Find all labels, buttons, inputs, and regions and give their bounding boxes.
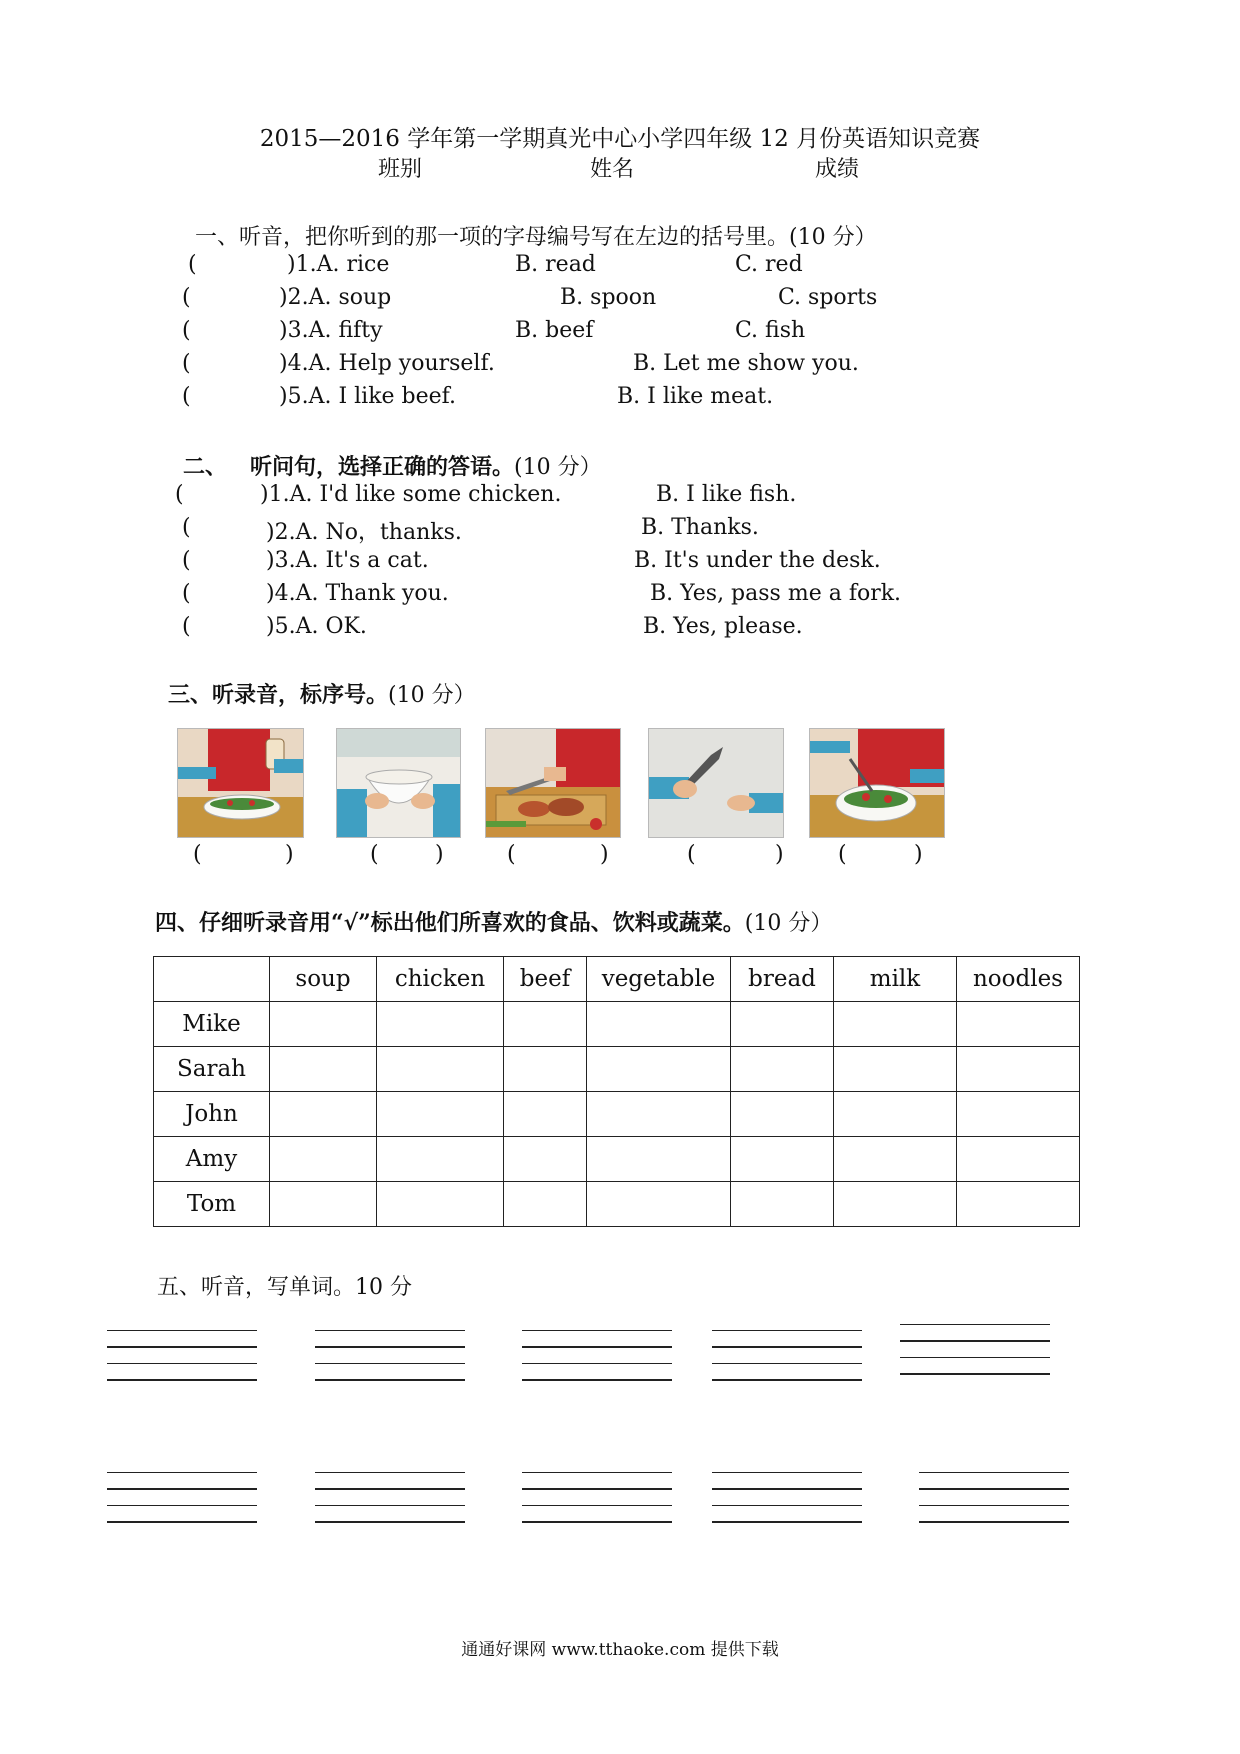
option-b: B. beef xyxy=(515,318,594,343)
check-cell[interactable] xyxy=(731,1092,834,1137)
answer-paren[interactable]: ( xyxy=(188,252,197,277)
section4-points: (10 分） xyxy=(744,911,833,936)
table-header-cell: bread xyxy=(731,957,834,1002)
table-row xyxy=(154,1047,1080,1092)
row-name: Sarah xyxy=(154,1047,270,1092)
table-row xyxy=(154,1002,1080,1047)
check-cell[interactable] xyxy=(587,1092,731,1137)
writing-lines[interactable] xyxy=(712,1330,862,1396)
option-b: B. Yes, please. xyxy=(643,614,803,639)
salad-fork-image xyxy=(809,728,945,838)
salad-dressing-image xyxy=(177,728,304,838)
table-header-cell: vegetable xyxy=(587,957,731,1002)
section2-number: 二、 xyxy=(183,454,228,480)
check-cell[interactable] xyxy=(270,1182,377,1227)
option-a: )1.A. I'd like some chicken. xyxy=(260,482,562,507)
answer-paren[interactable]: ( xyxy=(175,482,184,507)
answer-paren[interactable]: ( xyxy=(182,318,191,343)
answer-bracket-close: ) xyxy=(775,842,784,867)
section5-heading: 五、听音，写单词。10 分 xyxy=(157,1275,412,1300)
writing-lines[interactable] xyxy=(522,1330,672,1396)
check-cell[interactable] xyxy=(587,1047,731,1092)
check-cell[interactable] xyxy=(834,1092,957,1137)
check-cell[interactable] xyxy=(270,1137,377,1182)
table-header-cell: soup xyxy=(270,957,377,1002)
answer-bracket-open[interactable]: ( xyxy=(838,842,847,867)
answer-paren[interactable]: ( xyxy=(182,581,191,606)
option-b: B. I like fish. xyxy=(656,482,797,507)
option-b: B. Let me show you. xyxy=(633,351,859,376)
writing-lines[interactable] xyxy=(107,1472,257,1538)
table-row xyxy=(154,1182,1080,1227)
table-header-cell: noodles xyxy=(957,957,1080,1002)
check-cell[interactable] xyxy=(377,1137,504,1182)
check-cell[interactable] xyxy=(731,1137,834,1182)
check-cell[interactable] xyxy=(834,1002,957,1047)
check-cell[interactable] xyxy=(731,1047,834,1092)
row-name: John xyxy=(154,1092,270,1137)
answer-paren[interactable]: ( xyxy=(182,548,191,573)
check-cell[interactable] xyxy=(957,1092,1080,1137)
option-b: B. It's under the desk. xyxy=(634,548,881,573)
option-b: B. read xyxy=(515,252,596,277)
check-cell[interactable] xyxy=(504,1002,587,1047)
page-title: 2015—2016 学年第一学期真光中心小学四年级 12 月份英语知识竞赛 xyxy=(259,126,981,152)
option-a: )5.A. OK. xyxy=(266,614,367,639)
option-b: B. spoon xyxy=(560,285,657,310)
answer-paren[interactable]: ( xyxy=(182,515,191,540)
answer-bracket-close: ) xyxy=(435,842,444,867)
check-cell[interactable] xyxy=(504,1092,587,1137)
check-cell[interactable] xyxy=(731,1002,834,1047)
answer-paren[interactable]: ( xyxy=(182,614,191,639)
check-cell[interactable] xyxy=(834,1047,957,1092)
section3-heading-text: 三、听录音，标序号。 xyxy=(168,682,389,708)
section3-points: (10 分） xyxy=(388,683,476,708)
check-cell[interactable] xyxy=(377,1092,504,1137)
answer-bracket-close: ) xyxy=(600,842,609,867)
name-label: 姓名 xyxy=(590,157,635,182)
check-cell[interactable] xyxy=(587,1182,731,1227)
check-cell[interactable] xyxy=(957,1137,1080,1182)
writing-lines[interactable] xyxy=(919,1472,1069,1538)
check-cell[interactable] xyxy=(834,1137,957,1182)
answer-bracket-open[interactable]: ( xyxy=(687,842,696,867)
passing-knife-image xyxy=(648,728,784,838)
writing-lines[interactable] xyxy=(712,1472,862,1538)
section1-heading: 一、听音，把你听到的那一项的字母编号写在左边的括号里。(10 分） xyxy=(195,225,877,250)
check-cell[interactable] xyxy=(957,1047,1080,1092)
option-c: C. sports xyxy=(778,285,878,310)
writing-lines[interactable] xyxy=(315,1330,465,1396)
section4-heading xyxy=(155,906,832,937)
answer-bracket-open[interactable]: ( xyxy=(507,842,516,867)
table-row xyxy=(154,1092,1080,1137)
option-a: )2.A. soup xyxy=(279,285,392,310)
class-label: 班别 xyxy=(378,157,423,182)
check-cell[interactable] xyxy=(731,1182,834,1227)
check-cell[interactable] xyxy=(504,1047,587,1092)
check-cell[interactable] xyxy=(270,1047,377,1092)
row-name: Amy xyxy=(154,1137,270,1182)
table-header-cell xyxy=(154,957,270,1002)
answer-bracket-open[interactable]: ( xyxy=(370,842,379,867)
section2-heading xyxy=(250,450,602,481)
option-b: B. I like meat. xyxy=(617,384,774,409)
score-label: 成绩 xyxy=(815,157,860,182)
option-a: )5.A. I like beef. xyxy=(279,384,457,409)
check-cell[interactable] xyxy=(377,1047,504,1092)
check-cell[interactable] xyxy=(377,1182,504,1227)
section2-points: (10 分） xyxy=(514,455,602,480)
food-preference-table xyxy=(153,956,1080,1227)
option-c: C. fish xyxy=(735,318,806,343)
row-name: Tom xyxy=(154,1182,270,1227)
cutting-meat-image xyxy=(485,728,621,838)
footer-text: 通通好课网 www.tthaoke.com 提供下载 xyxy=(461,1640,779,1660)
answer-paren[interactable]: ( xyxy=(182,384,191,409)
option-b: B. Yes, pass me a fork. xyxy=(650,581,902,606)
option-b: B. Thanks. xyxy=(641,515,759,540)
section3-heading xyxy=(168,678,476,709)
option-c: C. red xyxy=(735,252,803,277)
table-row xyxy=(154,1137,1080,1182)
writing-lines[interactable] xyxy=(522,1472,672,1538)
answer-bracket-close: ) xyxy=(914,842,923,867)
row-name: Mike xyxy=(154,1002,270,1047)
check-cell[interactable] xyxy=(587,1002,731,1047)
answer-paren[interactable]: ( xyxy=(182,285,191,310)
answer-paren[interactable]: ( xyxy=(182,351,191,376)
answer-bracket-close: ) xyxy=(285,842,294,867)
soup-bowl-image xyxy=(336,728,461,838)
option-a: )4.A. Help yourself. xyxy=(279,351,495,376)
writing-lines[interactable] xyxy=(900,1324,1050,1390)
check-cell[interactable] xyxy=(504,1182,587,1227)
check-cell[interactable] xyxy=(270,1092,377,1137)
table-header-cell: milk xyxy=(834,957,957,1002)
writing-lines[interactable] xyxy=(107,1330,257,1396)
option-a: )4.A. Thank you. xyxy=(266,581,449,606)
option-a: )3.A. It's a cat. xyxy=(266,548,429,573)
section4-heading-text: 四、仔细听录音用“√”标出他们所喜欢的食品、饮料或蔬菜。 xyxy=(155,910,745,936)
option-a: )1.A. rice xyxy=(287,252,390,277)
option-a: )3.A. fifty xyxy=(279,318,383,343)
check-cell[interactable] xyxy=(834,1182,957,1227)
option-a: )2.A. No，thanks. xyxy=(266,520,462,545)
check-cell[interactable] xyxy=(587,1137,731,1182)
check-cell[interactable] xyxy=(270,1002,377,1047)
check-cell[interactable] xyxy=(504,1137,587,1182)
table-header-cell: chicken xyxy=(377,957,504,1002)
section2-heading-text: 听问句，选择正确的答语。 xyxy=(250,454,515,480)
writing-lines[interactable] xyxy=(315,1472,465,1538)
check-cell[interactable] xyxy=(377,1002,504,1047)
table-header-cell: beef xyxy=(504,957,587,1002)
table-header-row xyxy=(154,957,1080,1002)
check-cell[interactable] xyxy=(957,1182,1080,1227)
check-cell[interactable] xyxy=(957,1002,1080,1047)
answer-bracket-open[interactable]: ( xyxy=(193,842,202,867)
